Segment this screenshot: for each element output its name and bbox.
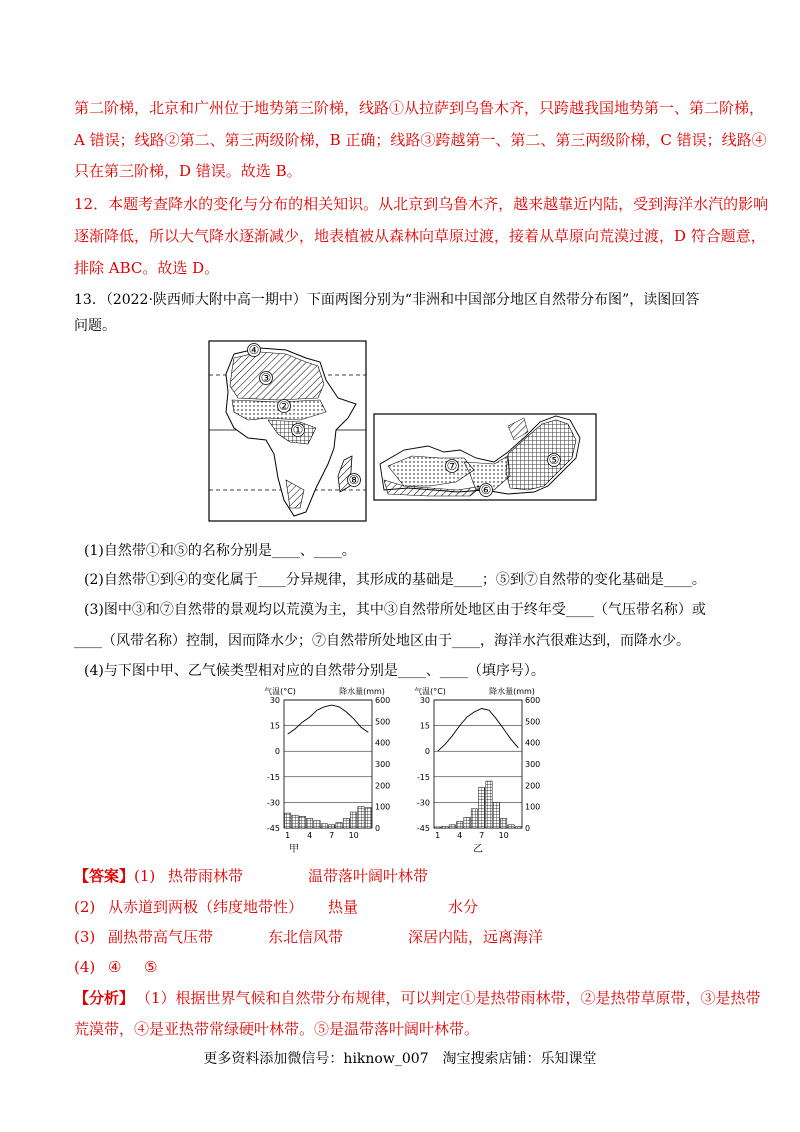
- temp-tick-label: -45: [266, 824, 280, 833]
- map-label: ⑥: [480, 483, 492, 497]
- precipitation-bar: [479, 787, 485, 828]
- analysis-text: （1）根据世界气候和自然带分布规律，可以判定①是热带雨林带，②是热带草原带，③是热带: [136, 989, 761, 1007]
- answer-text: 深居内陆，远离海洋: [408, 928, 544, 946]
- precipitation-bar: [343, 818, 349, 828]
- natural-zone-maps: [208, 340, 598, 522]
- chart-name: 乙: [473, 844, 483, 855]
- answer-number: (4): [74, 958, 96, 976]
- precip-tick-label: 100: [375, 802, 391, 812]
- precip-tick-label: 600: [525, 696, 541, 705]
- precipitation-bar: [336, 823, 342, 828]
- explanation-line: A 错误；线路②第二、第三两级阶梯，B 正确；线路③跨越第一、第二、第三两级阶梯，C 错误；线路④: [74, 131, 767, 149]
- axis-title-precipitation: 降水量(mm): [339, 687, 385, 696]
- precip-tick-label: 0: [375, 824, 381, 833]
- temp-tick-label: 15: [269, 721, 280, 731]
- precipitation-bar: [486, 781, 492, 828]
- precipitation-bar: [442, 826, 448, 828]
- temp-tick-label: -45: [416, 824, 430, 833]
- month-tick-label: 7: [479, 831, 485, 840]
- month-tick-label: 4: [457, 831, 463, 840]
- footer-note: 更多资料添加微信号：hiknow_007 淘宝搜索店铺：乐知课堂: [203, 1051, 597, 1067]
- precip-tick-label: 400: [375, 738, 391, 748]
- explanation-line: 第二阶梯，北京和广州位于地势第三阶梯，线路①从拉萨到乌鲁木齐，只跨越我国地势第一、第二阶梯，: [74, 99, 765, 117]
- question-stem: 13．（2022·陕西师大附中高一期中）下面两图分别为“非洲和中国部分地区自然带分布图”，读图回答: [74, 292, 700, 308]
- answer-text: ⑤: [144, 958, 158, 976]
- q12-explanation: 排除 ABC。故选 D。: [74, 259, 220, 277]
- precipitation-bar: [307, 818, 313, 828]
- temp-tick-label: -30: [266, 798, 280, 808]
- precipitation-bar: [321, 824, 327, 828]
- map-label: ①: [292, 423, 304, 437]
- month-tick-label: 1: [435, 831, 441, 840]
- month-tick-label: 4: [307, 831, 313, 840]
- temp-tick-label: 0: [424, 747, 430, 757]
- sub-question-2: (2)自然带①到④的变化属于____分异规律，其形成的基础是____；⑤到⑦自然带的变化基础是____。: [84, 572, 706, 588]
- answer-text: 东北信风带: [268, 928, 344, 946]
- map-label: ③: [260, 371, 272, 385]
- map-label: ⑧: [348, 473, 360, 487]
- answer-text: 热带雨林带: [168, 867, 244, 885]
- temp-tick-label: -30: [416, 798, 430, 808]
- africa-map: [209, 341, 366, 521]
- china-map: [374, 414, 596, 500]
- map-label: ④: [248, 343, 260, 357]
- q12-explanation: 12．本题考查降水的变化与分布的相关知识。从北京到乌鲁木齐，越来越靠近内陆，受到海洋水汽的影响: [74, 195, 769, 213]
- temp-tick-label: -15: [266, 772, 280, 782]
- precipitation-bar: [365, 808, 371, 828]
- precipitation-bar: [314, 821, 320, 828]
- precip-tick-label: 200: [375, 781, 391, 791]
- precip-tick-label: 500: [525, 717, 541, 727]
- precip-tick-label: 100: [525, 802, 541, 812]
- month-tick-label: 7: [329, 831, 335, 840]
- precip-tick-label: 600: [375, 696, 391, 705]
- analysis-text: 荒漠带，④是亚热带常绿硬叶林带。⑤是温带落叶阔叶林带。: [74, 1020, 480, 1038]
- temp-tick-label: 30: [419, 696, 430, 705]
- answer-text: ④: [108, 958, 122, 976]
- month-tick-label: 10: [348, 831, 359, 840]
- sub-question-3: ____（风带名称）控制，因而降水少；⑦自然带所处地区由于____，海洋水汽很难达到，而降水少。: [74, 633, 690, 649]
- precipitation-bar: [351, 812, 357, 828]
- map-label: ⑦: [446, 459, 458, 473]
- precip-tick-label: 0: [525, 824, 531, 833]
- precipitation-bar: [457, 822, 463, 828]
- precip-tick-label: 500: [375, 717, 391, 727]
- axis-title-temperature: 气温(°C): [264, 687, 296, 696]
- precipitation-bar: [515, 827, 521, 828]
- precipitation-bar: [285, 813, 291, 828]
- answer-text: 从赤道到两极（纬度地带性）: [108, 898, 304, 916]
- temp-tick-label: 15: [419, 721, 430, 731]
- precipitation-bar: [358, 807, 364, 828]
- precipitation-bar: [435, 827, 441, 828]
- question-stem: 问题。: [74, 318, 116, 334]
- sub-question-4: (4)与下图中甲、乙气候类型相对应的自然带分别是____、____（填序号）。: [84, 663, 545, 679]
- map-label: ②: [278, 399, 290, 413]
- map-label: ⑤: [548, 453, 560, 467]
- sub-question-3: (3)图中③和⑦自然带的景观均以荒漠为主，其中③自然带所处地区由于终年受____（气压带名称）或: [84, 602, 706, 618]
- explanation-line: 只在第三阶梯，D 错误。故选 B。: [74, 162, 302, 180]
- precipitation-bar: [329, 825, 335, 828]
- analysis-tag: 【分析】: [74, 989, 135, 1007]
- climate-charts: [250, 685, 550, 860]
- answer-text: 温带落叶阔叶林带: [308, 867, 429, 885]
- answer-text: 水分: [448, 898, 479, 916]
- precipitation-bar: [501, 818, 507, 828]
- temp-tick-label: -15: [416, 772, 430, 782]
- answer-tag: 【答案】: [74, 867, 135, 885]
- precip-tick-label: 400: [525, 738, 541, 748]
- axis-title-temperature: 气温(°C): [414, 687, 446, 696]
- answer-number: (1): [134, 867, 156, 885]
- chart-name: 甲: [289, 844, 299, 855]
- answer-text: 热量: [328, 898, 359, 916]
- axis-title-precipitation: 降水量(mm): [489, 687, 535, 696]
- answer-number: (2): [74, 898, 96, 916]
- temp-tick-label: 30: [269, 696, 280, 705]
- precipitation-bar: [471, 809, 477, 828]
- precipitation-bar: [508, 825, 514, 828]
- precipitation-bar: [299, 816, 305, 828]
- precip-tick-label: 200: [525, 781, 541, 791]
- temp-tick-label: 0: [274, 747, 280, 757]
- month-tick-label: 10: [498, 831, 509, 840]
- answer-number: (3): [74, 928, 96, 946]
- precipitation-bar: [449, 825, 455, 828]
- precip-tick-label: 300: [525, 760, 541, 769]
- sub-question-1: (1)自然带①和⑤的名称分别是____、____。: [84, 543, 356, 559]
- precipitation-bar: [464, 817, 470, 828]
- precipitation-bar: [493, 802, 499, 828]
- answer-text: 副热带高气压带: [108, 928, 214, 946]
- precipitation-bar: [292, 815, 298, 828]
- plot-frame: [434, 700, 522, 828]
- precip-tick-label: 300: [375, 760, 391, 769]
- q12-explanation: 逐渐降低，所以大气降水逐渐减少，地表植被从森林向草原过渡，接着从草原向荒漠过渡，D 符合题意，: [74, 227, 766, 245]
- month-tick-label: 1: [285, 831, 291, 840]
